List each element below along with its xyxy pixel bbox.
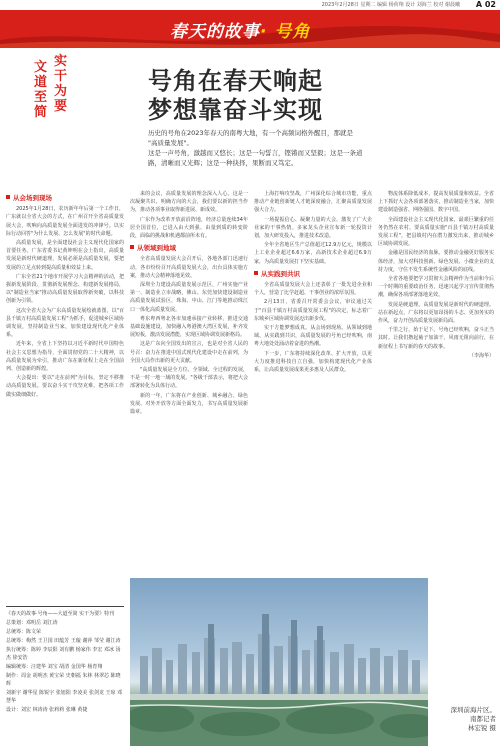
- credits-line: 执行统筹：陈婷 李辰阳 刘有鹏 杨家伟 李宏 邓冰 汤杰 徐安浩: [6, 647, 121, 661]
- paragraph: 高质量发展，是全面建设社会主义现代化国家的首要任务。广东省委书记黄坤明在会上指出，高质量发展是新时代硬道理，发展必须是高质量发展，要把发展的立足点转到提高质量和效益上来。: [6, 240, 124, 271]
- date-line: 2023年2月28日 星期二 编辑 杨荷翔 设计 刘海兰 校对 谢晨曦: [321, 2, 460, 8]
- paragraph: 实干方能梦想成真。从会场到现场、从领域到地域、从实践到共识，高质量发展的号角已经吹响，南粤大地处处涌动着奋进的热潮。: [254, 325, 372, 348]
- paragraph: 金融是国民经济的血脉。要推动金融更好服务实体经济，加大对科技创新、绿色发展、小微企业的支持力度，守住不发生系统性金融风险的底线。: [378, 250, 494, 273]
- paragraph: 全面建设社会主义现代化国家，最艰巨繁重的任务仍然在农村。要高质量实施"百县千镇万村高质量发展工程"，把县镇村内在潜力激发出来，推动城乡区域协调发展。: [378, 216, 494, 248]
- photo-caption: [432, 706, 496, 733]
- section-title-sub: · 号角: [260, 22, 311, 42]
- paragraph: 深圳全力建设高质量发展示范区，广州实施产业第一、制造业立市战略，佛山、东莞加快建设制造业高质量发展试验区，珠海、中山、江门等地推动珠江口一体化高质量发展。: [130, 282, 248, 313]
- credits-divider: [6, 606, 124, 607]
- paragraph: 发展是硬道理，高质量发展是新时代的硬道理。站在新起点，广东将以更加昂扬的斗志、更加务实的作风，奋力开创高质量发展新局面。: [378, 301, 494, 325]
- paragraph: 全省高质量发展大会召开后，各地各部门迅速行动，各市纷纷召开高质量发展大会，出台具体实施方案，推动大会精神落地见效。: [130, 256, 248, 279]
- paragraph: 上海打响攻坚战，广州深化综合城市功能，重点推动产业链创新链人才链深度融合，汇聚高质量发展强大合力。: [254, 191, 372, 214]
- subhead-venue-to-site: 从会场到现场: [6, 194, 124, 202]
- paragraph: "高质量发展是全方位、全领域、全过程的发展，不是一时一地一域的发展。"各级干部表示，将把大会部署转化为具体行动。: [130, 367, 248, 390]
- credits-line: 总统筹：陈文荣: [6, 629, 42, 635]
- paragraph: 这次全省大会为广东高质量发展绘就蓝图，以"百县千镇万村高质量发展工程"为抓手，促进城乡区域协调发展，坚持制造业当家，加快建设现代化产业体系。: [6, 307, 124, 339]
- article-column-3: [254, 190, 372, 575]
- paragraph: 新的一年，广东将在产业创新、城乡融合、绿色发展、对外开放等方面全面发力，书写高质量发展新篇章。: [130, 392, 248, 416]
- paragraph: 粤东粤西粤北各市加速承接产业转移，推进交通基础设施建设，加快融入粤港澳大湾区发展，补齐发展短板，激活发展潜能，实现区域协调发展新格局。: [130, 315, 248, 339]
- paragraph: 一场提振信心、凝聚力量的大会，激发了广大企业家的干事热情。多家龙头企业宣布新一轮投资计划，加大研发投入，推进技术改造。: [254, 216, 372, 240]
- page-number: A 02: [475, 0, 496, 9]
- paragraph: 广东全省21个地市开展学习大会精神的活动，把握新发展阶段、贯彻新发展理念、构建新发展格局，以"制造业当家"推动高质量发展取得新突破，以科技创新为引领。: [6, 273, 124, 305]
- lead-line-2: "高质量发展"。: [148, 139, 193, 147]
- caption-line: 南都记者: [470, 715, 496, 723]
- credits-line: 刘新宇 谢华星 陈锐宇 张旭阳 李凌美 张剑龙 王琼 邓慧华: [6, 690, 123, 704]
- lead-line-3: 这是一声号角，激越而又悠长；这是一句誓言，铿锵而又坚毅；这是一条道: [148, 149, 363, 157]
- article-column-4: [378, 190, 494, 575]
- subhead-field-to-region: 从领域到地域: [130, 244, 248, 252]
- lead-line-1: 历史的号角在2023年春天的南粤大地，有一个高频词格外醒目，那就是: [148, 129, 354, 137]
- paragraph: 来的会议，高质量发展的理念深入人心。这是一次凝聚共识、明确方向的大会，我们要以新的担当作为，推动各项事业取得新进展、新成效。: [130, 191, 248, 214]
- skyline-illustration: [130, 578, 428, 746]
- slogan-column-1: 文道至简: [34, 60, 48, 120]
- credits-line: 制作：周金 胡明杰 黄宝荣 史朝福 朱林 林翠芯 陈晓辉: [6, 673, 121, 687]
- caption-line: 林宏锐 摄: [467, 724, 496, 732]
- paragraph: 全省高质量发展大会上还表彰了一批先进企业和个人，营造了比学赶超、干事创业的浓厚氛围。: [254, 282, 372, 297]
- article-column-2: [130, 190, 248, 575]
- article-column-1: [6, 190, 124, 552]
- calligraphy-slogan: [34, 54, 94, 120]
- author-signature: （李海华）: [468, 352, 494, 359]
- bullet-square-icon: [6, 195, 10, 199]
- bullet-square-icon: [130, 245, 134, 249]
- paragraph: 全年全省地区生产总值超过12.9万亿元，规模以上工业企业超过6.6万家，高新技术企业超过6.9万家，为高质量发展打下坚实基础。: [254, 242, 372, 265]
- paragraph: 下一步，广东将持续深化改革、扩大开放，以更大力度推进科技自立自强，加快构建现代化产业体系，让高质量发展成果更多惠及人民群众。: [254, 350, 372, 374]
- credits-line: 《春天的故事·号角——大道至简 实干为要》特刊: [6, 611, 115, 617]
- article-headline: [148, 66, 478, 124]
- headline-line-2: 梦想靠奋斗实现: [148, 95, 323, 124]
- lead-line-4: 路，清晰而又光辉；这是一种抉择，果断而又笃定。: [148, 159, 298, 167]
- slogan-column-2: 实干为要: [54, 54, 68, 114]
- caption-line: 深圳前海片区。: [450, 706, 496, 714]
- credits-line: 设计：刘宏 林涛涛 张莉莉 张琳 黄捷: [6, 707, 88, 713]
- section-title: [170, 17, 310, 42]
- headline-line-1: 号角在春天响起: [148, 66, 323, 95]
- section-title-main: 春天的故事: [170, 22, 260, 42]
- paragraph: 2月13日，省委召开常委会会议，审议通过关于"百县千镇万村高质量发展工程"的决定，标志着广东城乡区域协调发展迈出新步伐。: [254, 299, 372, 322]
- credits-line: 总统筹：梅然 王卫国 田蕴芳 王璇 谢萍 邹莹 谢江涛: [6, 638, 121, 644]
- city-skyline-photo: [130, 578, 428, 746]
- subhead-practice-to-consensus: 从实践到共识: [254, 270, 372, 278]
- bullet-square-icon: [254, 271, 258, 275]
- paragraph: 广东作为改革开放前沿阵地，经济总量连续34年居全国首位，已进入由大到强、由量到质的转变阶段，面临的挑战和机遇都前所未有。: [130, 216, 248, 240]
- section-banner: [0, 10, 500, 48]
- paragraph: 这是广东向全国发出的宣言，也是对全省人民的号召：奋力在推进中国式现代化建设中走在前列，为全国大局作出新的更大贡献。: [130, 341, 248, 364]
- paragraph: 物流体系降低成本，提高发展质量和效益。全省上下抓好大会各项部署落实，推动制造业当家，加快建设制造强省、网络强国、数字中国。: [378, 191, 494, 214]
- credits-box: [6, 606, 124, 746]
- credits-line: 总策划：邓明岳 刘江涛: [6, 620, 58, 626]
- paragraph: 大会提出：要以"走在前列"为目标，坚定不移推动高质量发展。要以奋斗实干攻坚克难，把各项工作做实做细做好。: [6, 375, 124, 398]
- paragraph: 近年来，全省上下坚持以习近平新时代中国特色社会主义思想为指导，全面贯彻党的二十大精神，以高质量发展为牵引，推动广东在新征程上走在全国前列、创造新的辉煌。: [6, 341, 124, 373]
- credits-line: 编辑统筹：汪建华 刘宝 胡清 金国华 杨育翔: [6, 664, 103, 670]
- paragraph: 2025年1月28日，农历新年年后第一个工作日，广东就以全省大会的方式，在广州召开全省高质量发展大会，吹响向高质量发展全面进发的冲锋号。以实际行动回答"为什么发展、怎么发展"的时代命题。: [6, 206, 124, 237]
- paragraph: 全省各地要把学习贯彻大会精神作为当前和今后一个时期的重要政治任务，迅速兴起学习宣传贯彻热潮，确保各项部署落地见效。: [378, 276, 494, 299]
- article-lead: [148, 128, 468, 168]
- paragraph: 千里之行，始于足下。号角已经吹响，奋斗正当其时。让我们撸起袖子加油干、风雨无阻向前行，在新征程上书写新的春天的故事。: [378, 327, 494, 350]
- top-meta-strip: [0, 0, 500, 10]
